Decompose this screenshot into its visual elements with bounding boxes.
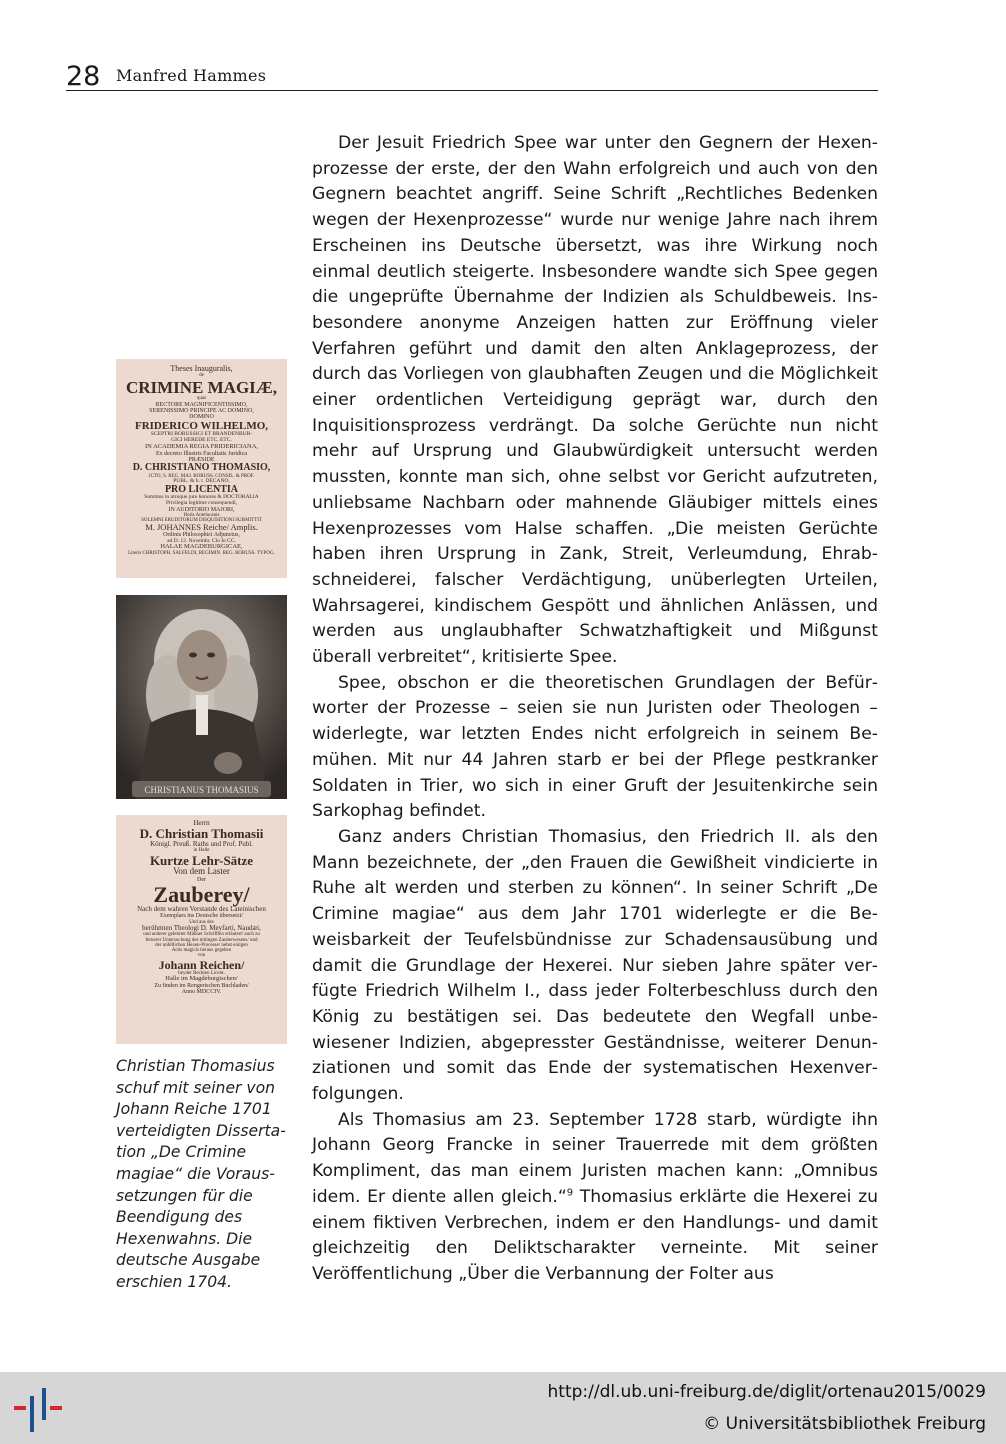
paragraph: Ganz anders Christian Thomasius, den Friedrich II. als den Mann bezeichnete, der „den Frauen die Gewißheit vindicierte in Ruhe alt werden und sterben zu können“. In seiner Schrift „De Crimine magiae“ aus dem Jahr 1701 widerlegte er die Beweisbarkeit der Teufelsbündnisse zur Schadensausübung und damit die Grundlage der Hexerei. Nur sieben Jahre später verfügte Friedrich Wilhelm I., dass jeder Folterbeschluss durch den König zu bestätigen sei. Das bedeutete den Wegfall unbewiesener Indizien, abgepresster Geständnisse, weiterer Denunziationen und somit das Ende der systematischen Hexenverfolgungen. (312, 826, 878, 1105)
title-page-zauberey-image (116, 815, 287, 1044)
title-page-line: GICI HEREDE ETC. ETC. (171, 436, 232, 443)
title-page-line: ad D. 12. Novembr. Clo Io CC. (167, 537, 236, 544)
title-page-line: fernerer Untersuchung des mitingen Zauberwesens/ und (145, 937, 258, 943)
title-page-line: de (199, 373, 204, 379)
title-page-line: Von dem Laster (173, 866, 230, 877)
title-page-line: M. JOHANNES Reiche/ Amplis. (145, 522, 258, 533)
title-page-line: Herrn (193, 819, 210, 827)
footer-bar (0, 1372, 1006, 1444)
title-page-line: Der (197, 876, 206, 883)
title-page-line: der unbillichen Hexen-Processe/ nebst einigen (155, 942, 248, 948)
paragraph: Spee, obschon er die theoretischen Grundlagen der Befürworter der Prozesse – seien sie nun Juristen oder Theologen – widerlegte, war letzten Endes nicht erfolgreich in seinem Bemühen. Mit nur 44 Jahren starb er bei der Pflege pestkranker Soldaten in Trier, wo sich in einer Gruft der Jesuitenkirche sein Sarkophag befindet. (312, 672, 878, 822)
paragraph: Der Jesuit Friedrich Spee war unter den Gegnern der Hexenprozesse der erste, der den Wahn erfolgreich und auch von den Gegnern beachtet angriff. Seine Schrift „Rechtliches Bedenken wegen der Hexenprozesse“ wurde nur wenige Jahre nach ihrem Erscheinen ins Deutsche übersetzt, was ihre Wirkung noch einmal deutlich steigerte. Insbesondere wandte sich Spee gegen die ungeprüfte Übernahme der Indizien als Schuldbeweis. Insbesondere anonyme Anzeigen hatten zur Eröffnung vieler Verfahren geführt und damit den alten Anklageprozess, der durch das Vorliegen von glaubhaften Zeugen und die Möglichkeit einer ordentlichen Verteidigung geprägt war, durch den Inquisitionsprozess verdrängt. Da solche Gerüchte nun nicht mehr auf Ursprung und Glaubwürdigkeit untersucht werden mussten, konnte man sich, ohne selbst vor Gericht aufzutreten, unliebsame Nachbarn oder mahnende Gläubiger mittels eines Hexenprozesses vom Halse schaffen. „Die meisten Gerüchte haben ihren Ursprung in Zank, Streit, Verleumdung, Ehrabschneiderei, falscher Verdächtigung, unüberlegten Urteilen, Wahrsagerei, kindischem Gespött und ähnlichen Anlässen, und werden aus unglaubhafter Schwatzhaftigkeit und Mißgunst überall verbreitet“, kritisierte Spee. (312, 133, 878, 668)
title-page-line: IN AUDITORIO MAJORI, (168, 506, 235, 513)
title-page-line: HALAE MAGDEBURGICAE, (160, 543, 243, 551)
footnote-reference[interactable]: 9 (566, 1187, 574, 1199)
title-page-line: berühmten Theologi D. Meyfarti, Naudæi, (142, 923, 261, 932)
title-page-line: Ordinis Philosophici Adjunctus, (163, 532, 240, 539)
title-page-line: Theses Inauguralis, (170, 364, 233, 373)
title-page-line: Halle im Magdeburgischen/ (165, 975, 238, 983)
paragraph-text: Als Thomasius am 23. September 1728 starb, würdigte ihn Johann Georg Francke in seiner Trauerrede mit dem größten Kompliment, das man einem Juristen machen kann: „Omnibus idem. Er diente allen gleich.“ (312, 1109, 878, 1207)
portrait-engraving (116, 595, 287, 799)
title-page-line: CRIMINE MAGIÆ, (125, 377, 278, 397)
title-page-line: JCTO, S. REG. MAJ. BORUSS. CONSIL. & PROF. (148, 473, 255, 479)
title-page-line: SCEPTRI BORUSSICI ET BRANDENBUR- (150, 431, 253, 438)
permalink-url[interactable]: http://dl.ub.uni-freiburg.de/diglit/ortenau2015/0029 (547, 1382, 986, 1402)
title-page-line: PRÆSIDE (188, 456, 215, 463)
image-caption: Christian Thomasius schuf mit seiner von Johann Reiche 1701 verteidigten Dissertation „De Crimine magiae“ die Voraussetzungen für die Beendigung des Hexenwahns. Die deutsche Ausgabe erschien 1704. (116, 1057, 286, 1291)
copyright-notice: © Universitätsbibliothek Freiburg (703, 1414, 986, 1434)
title-page-line: und anderer gelehrter Männer Schrifften erläutert/ auch zu (143, 932, 260, 938)
thomasius-portrait-image (116, 595, 287, 799)
title-page-crimine-magiae-image (116, 359, 287, 578)
title-page-line: Summos in utroque jure honores & DOCTORALIA (144, 494, 259, 501)
title-page-line: Horis Antelucanis (183, 512, 220, 518)
title-page-line: IN ACADEMIA REGIA FRIDERICIANA, (144, 442, 259, 450)
title-page-line: Anno MDCCIV. (181, 989, 222, 996)
title-page-line: beyder Rechten Licent. (178, 971, 225, 977)
title-page-line: Nach dem wahren Verstande des Lateinischen (137, 905, 266, 914)
running-title: Manfred Hammes (116, 66, 267, 85)
title-page-line: Zu finden im Rengerischen Buchladen/ (154, 983, 249, 990)
title-page-line: RECTORE MAGNIFICENTISSIMO, (155, 401, 248, 408)
title-page-line: PRO LICENTIA (164, 483, 239, 495)
paragraph-text: Thomasius erklärte die Hexerei zu einem fiktiven Verbrechen, indem er den Handlungs- und damit gleichzeitig den Deliktscharakter verneinte. Mit seiner Veröffentlichung „Über die Verbannung der Folter aus (312, 1186, 878, 1284)
title-page-line: SERENISSIMO PRINCIPE AC DOMINO, (149, 408, 254, 415)
title-page-line: quas (196, 396, 207, 402)
title-page-line: von (197, 953, 206, 959)
title-page-line: Literis CHRISTOPH. SALFELDI, REGIMIN. REG. BORUSS. TYPOG. (128, 551, 275, 557)
title-page-line: FRIDERICO WILHELMO, (134, 419, 269, 432)
title-page-line: Privilegia legitime consequendi, (165, 499, 238, 506)
title-page-line: Exemplars ins Deutsche übersetzt/ (160, 913, 243, 920)
ub-freiburg-logo-icon (14, 1388, 62, 1432)
portrait-inscription: CHRISTIANUS THOMASIUS (144, 785, 259, 795)
title-page-line: DOMINO (189, 414, 214, 421)
title-page-line: Königl. Preuß. Raths und Prof. Publ. (150, 839, 253, 848)
title-page-line: D. CHRISTIANO THOMASIO, (132, 462, 271, 474)
main-text (312, 131, 878, 1288)
title-page-line: Ex decreto Illustris Facultatis Juridica (156, 450, 247, 457)
title-page-line: D. Christian Thomasii (139, 826, 264, 842)
title-page-line: in Halle (193, 848, 210, 854)
title-page-line: Actis magicis heraus gegeben (171, 948, 232, 954)
page-number: 28 (66, 61, 101, 92)
running-header (66, 60, 878, 91)
title-page-line: Johann Reichen/ (158, 957, 245, 972)
title-page-line: Kurtze Lehr-Sätze (149, 852, 254, 868)
title-page-line: Und aus des (189, 919, 214, 925)
paragraph (312, 1108, 878, 1288)
title-page-line: Zauberey/ (153, 881, 250, 907)
title-page-line: SOLEMNI ERUDITORUM DISQUISITIONI SUBMITTIT (141, 518, 262, 524)
title-page-line: PUBL. & h. t. DECANO, (173, 477, 230, 484)
